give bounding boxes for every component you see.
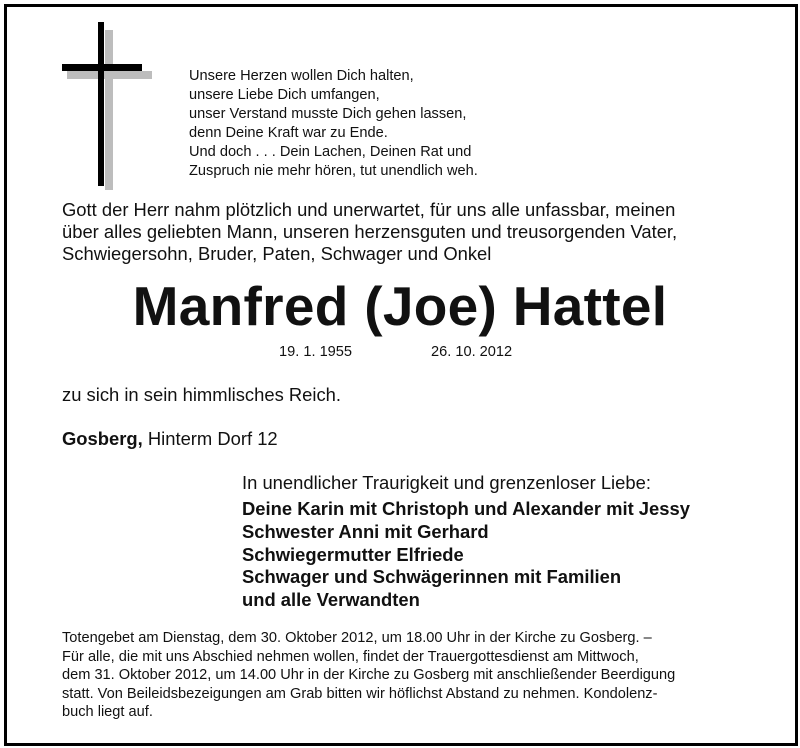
poem-line: Zuspruch nie mehr hören, tut unendlich weh.	[189, 163, 478, 179]
death-date: 26. 10. 2012	[431, 344, 513, 360]
mourner-line: und alle Verwandten	[242, 589, 420, 611]
funeral-notice	[62, 629, 675, 722]
poem-line: unser Verstand musste Dich gehen lassen,	[189, 106, 467, 122]
deceased-name: Manfred (Joe) Hattel	[132, 275, 668, 337]
poem	[189, 67, 478, 181]
notice-line: Totengebet am Dienstag, dem 30. Oktober 2012, um 18.00 Uhr in der Kirche zu Gosberg. –	[62, 630, 652, 646]
mourner-line: Schwager und Schwägerinnen mit Familien	[242, 566, 622, 588]
mourner-line: Schwester Anni mit Gerhard	[242, 520, 489, 542]
mourner-line: Schwiegermutter Elfriede	[242, 543, 464, 565]
birth-date: 19. 1. 1955	[279, 344, 353, 360]
notice-line: statt. Von Beileidsbezeigungen am Grab bitten wir höflichst Abstand zu nehmen. Kondolenz-	[62, 685, 658, 702]
intro-line: Schwiegersohn, Bruder, Paten, Schwager und Onkel	[62, 243, 492, 264]
notice-line: Für alle, die mit uns Abschied nehmen wollen, findet der Trauergottesdienst am Mittwoch,	[62, 648, 639, 665]
intro-line: Gott der Herr nahm plötzlich und unerwartet, für uns alle unfassbar, meinen	[62, 199, 676, 220]
intro-line: über alles geliebten Mann, unseren herzensguten und treusorgenden Vater,	[62, 221, 678, 242]
address-street: Hinterm Dorf 12	[147, 428, 278, 449]
mourners-list	[242, 498, 690, 612]
notice-line: buch liegt auf.	[62, 704, 153, 721]
poem-line: Und doch . . . Dein Lachen, Deinen Rat und	[189, 144, 472, 160]
intro-text	[62, 199, 677, 265]
poem-line: unsere Liebe Dich umfangen,	[189, 87, 380, 103]
address-town: Gosberg,	[62, 428, 143, 449]
reich-text: zu sich in sein himmlisches Reich.	[62, 384, 342, 405]
mourner-line: Deine Karin mit Christoph und Alexander mit Jessy	[242, 498, 690, 519]
mourning-line: In unendlicher Traurigkeit und grenzenloser Liebe:	[242, 472, 651, 493]
notice-line: dem 31. Oktober 2012, um 14.00 Uhr in der Kirche zu Gosberg mit anschließender Beerdigung	[62, 667, 676, 684]
address	[62, 428, 278, 450]
poem-line: Unsere Herzen wollen Dich halten,	[189, 68, 414, 84]
poem-line: denn Deine Kraft war zu Ende.	[189, 125, 388, 141]
